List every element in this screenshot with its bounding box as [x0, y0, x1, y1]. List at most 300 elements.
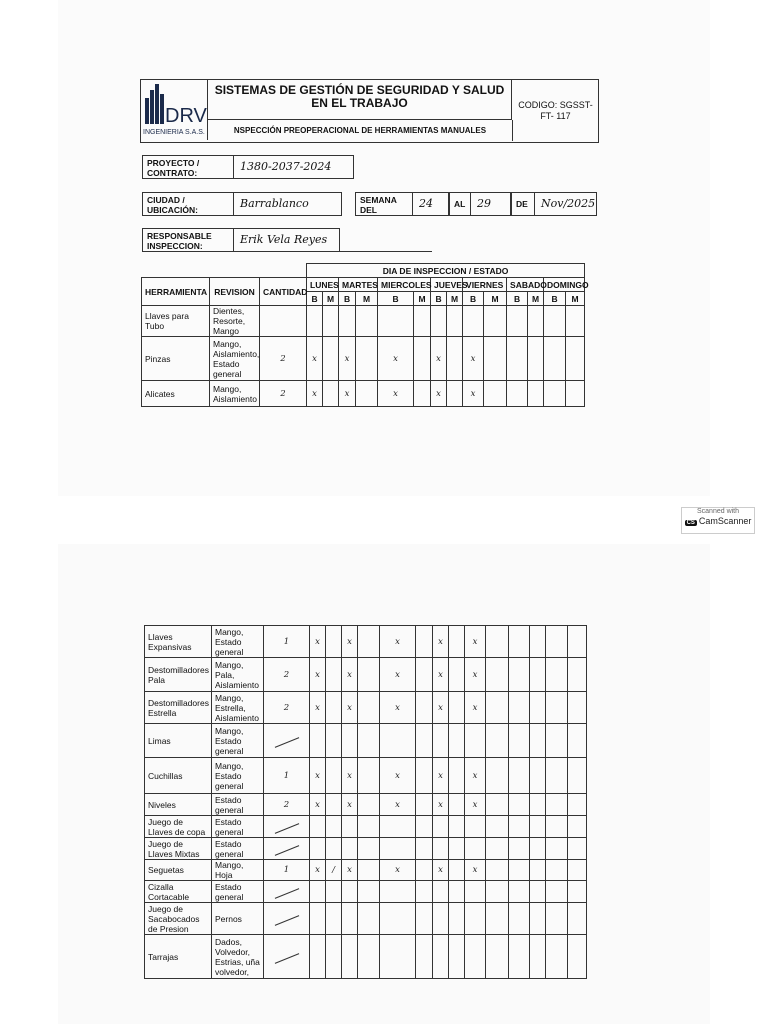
status-mark-cell: [326, 903, 342, 935]
status-mark-cell: [544, 381, 566, 407]
quantity-value: 2: [260, 381, 307, 407]
col-revision-header: REVISION: [210, 278, 260, 306]
status-mark-cell: [310, 935, 326, 979]
status-mark-cell: [530, 860, 546, 881]
status-mark-cell: [416, 816, 433, 838]
table-row: [145, 935, 609, 979]
quantity-value: 1: [264, 860, 310, 881]
status-mark-cell: x: [310, 626, 326, 658]
status-mark-cell: [507, 337, 528, 381]
al-label: AL: [449, 192, 471, 216]
status-mark-cell: [568, 692, 587, 724]
tool-name: Llaves Expansivas: [145, 626, 212, 658]
status-mark-cell: [546, 724, 568, 758]
responsible-underline: [340, 251, 432, 252]
col-b-header: B: [463, 292, 484, 306]
status-mark-cell: [449, 838, 465, 860]
status-mark-cell: [507, 381, 528, 407]
status-mark-cell: x: [380, 692, 416, 724]
revision-items: Estado general: [212, 881, 264, 903]
col-b-header: B: [507, 292, 528, 306]
form-code: CODIGO: SGSST-FT- 117: [518, 100, 593, 121]
revision-items: Estado general: [212, 838, 264, 860]
status-mark-cell: [358, 860, 380, 881]
status-mark-cell: [326, 935, 342, 979]
status-mark-cell: [568, 794, 587, 816]
status-mark-cell: [342, 903, 358, 935]
status-mark-cell: [509, 838, 530, 860]
status-mark-cell: [568, 860, 587, 881]
status-mark-cell: [568, 903, 587, 935]
status-mark-cell: [486, 658, 509, 692]
status-mark-cell: [509, 860, 530, 881]
tool-name: Limas: [145, 724, 212, 758]
status-mark-cell: [507, 306, 528, 337]
status-mark-cell: [433, 903, 449, 935]
quantity-value: 2: [264, 658, 310, 692]
table-row: [145, 658, 609, 692]
status-mark-cell: [530, 794, 546, 816]
status-mark-cell: [310, 881, 326, 903]
status-mark-cell: [544, 337, 566, 381]
status-mark-cell: [546, 658, 568, 692]
status-mark-cell: [342, 881, 358, 903]
status-mark-cell: [380, 881, 416, 903]
status-mark-cell: x: [342, 758, 358, 794]
status-mark-cell: [509, 794, 530, 816]
quantity-value: [264, 724, 310, 758]
col-m-header: M: [323, 292, 339, 306]
status-mark-cell: [358, 838, 380, 860]
day-header-martes: MARTES: [339, 278, 378, 292]
status-mark-cell: [414, 381, 431, 407]
status-mark-cell: [546, 626, 568, 658]
status-mark-cell: x: [463, 381, 484, 407]
col-m-header: M: [414, 292, 431, 306]
status-mark-cell: [310, 724, 326, 758]
form-title: SISTEMAS DE GESTIÓN DE SEGURIDAD Y SALUD EN EL TRABAJO: [208, 80, 512, 120]
status-mark-cell: [416, 881, 433, 903]
status-mark-cell: [486, 903, 509, 935]
logo-subtext: INGENIERIA S.A.S.: [143, 129, 205, 136]
status-mark-cell: [416, 935, 433, 979]
status-mark-cell: x: [380, 658, 416, 692]
dash-mark: [274, 915, 298, 926]
status-mark-cell: [356, 381, 378, 407]
status-mark-cell: x: [310, 860, 326, 881]
revision-items: Mango, Estrella, Aislamiento: [212, 692, 264, 724]
status-mark-cell: [416, 903, 433, 935]
table-row: [145, 881, 609, 903]
status-mark-cell: [509, 724, 530, 758]
day-header-viernes: VIERNES: [463, 278, 507, 292]
status-mark-cell: [566, 306, 585, 337]
status-mark-cell: x: [342, 658, 358, 692]
responsible-value: Erik Vela Reyes: [234, 228, 340, 252]
col-tool-header: HERRAMIENTA: [142, 278, 210, 306]
status-mark-cell: [342, 816, 358, 838]
status-mark-cell: [465, 903, 486, 935]
status-mark-cell: [484, 337, 507, 381]
status-mark-cell: [544, 306, 566, 337]
status-mark-cell: [380, 903, 416, 935]
status-mark-cell: [465, 838, 486, 860]
status-mark-cell: [378, 306, 414, 337]
status-mark-cell: [358, 816, 380, 838]
logo-text: DRV: [165, 105, 207, 127]
status-mark-cell: [449, 692, 465, 724]
status-mark-cell: [356, 306, 378, 337]
status-mark-cell: [416, 794, 433, 816]
status-mark-cell: [528, 306, 544, 337]
status-mark-cell: [342, 838, 358, 860]
dash-mark: [274, 953, 298, 964]
status-mark-cell: [486, 692, 509, 724]
status-mark-cell: [326, 881, 342, 903]
status-mark-cell: x: [463, 337, 484, 381]
status-mark-cell: x: [431, 381, 447, 407]
revision-items: Mango, Estado general: [212, 724, 264, 758]
status-mark-cell: x: [465, 794, 486, 816]
dash-mark: [274, 823, 298, 834]
status-mark-cell: [509, 903, 530, 935]
status-mark-cell: [358, 692, 380, 724]
status-mark-cell: [568, 724, 587, 758]
status-mark-cell: [326, 626, 342, 658]
status-mark-cell: [326, 838, 342, 860]
status-mark-cell: [416, 758, 433, 794]
status-mark-cell: [465, 816, 486, 838]
responsible-label: RESPONSABLE INSPECCION:: [142, 228, 234, 252]
status-mark-cell: [416, 658, 433, 692]
tool-name: Juego de Llaves Mixtas: [145, 838, 212, 860]
tool-name: Seguetas: [145, 860, 212, 881]
status-mark-cell: x: [433, 794, 449, 816]
tool-name: Pinzas: [142, 337, 210, 381]
quantity-value: [264, 903, 310, 935]
status-mark-cell: x: [433, 758, 449, 794]
status-mark-cell: [486, 724, 509, 758]
status-mark-cell: x: [465, 860, 486, 881]
status-mark-cell: [447, 306, 463, 337]
status-mark-cell: [380, 816, 416, 838]
revision-items: Estado general: [212, 816, 264, 838]
day-header-miercoles: MIERCOLES: [378, 278, 431, 292]
day-header-lunes: LUNES: [307, 278, 339, 292]
company-logo: [141, 80, 208, 140]
quantity-value: [264, 838, 310, 860]
city-label: CIUDAD / UBICACIÓN:: [142, 192, 234, 216]
quantity-value: [264, 935, 310, 979]
status-mark-cell: [465, 935, 486, 979]
status-mark-cell: [326, 658, 342, 692]
status-mark-cell: [310, 816, 326, 838]
status-mark-cell: [546, 816, 568, 838]
status-mark-cell: [358, 935, 380, 979]
status-mark-cell: [463, 306, 484, 337]
status-mark-cell: [433, 838, 449, 860]
status-mark-cell: [449, 626, 465, 658]
table-row: [142, 306, 608, 337]
week-label: SEMANA DEL: [355, 192, 413, 216]
status-mark-cell: [326, 758, 342, 794]
dash-mark: [274, 888, 298, 899]
table-row: [145, 838, 609, 860]
status-mark-cell: [530, 935, 546, 979]
status-mark-cell: x: [465, 658, 486, 692]
status-mark-cell: [568, 758, 587, 794]
status-mark-cell: [465, 724, 486, 758]
quantity-value: [264, 881, 310, 903]
status-mark-cell: x: [465, 692, 486, 724]
status-mark-cell: [356, 337, 378, 381]
status-mark-cell: [546, 860, 568, 881]
col-qty-header: CANTIDAD: [260, 278, 307, 306]
table-row: [145, 626, 609, 658]
status-mark-cell: x: [339, 337, 356, 381]
camscanner-brand: CamScanner: [698, 516, 752, 526]
status-mark-cell: [449, 903, 465, 935]
col-m-header: M: [447, 292, 463, 306]
status-mark-cell: [358, 724, 380, 758]
project-value: 1380-2037-2024: [234, 155, 354, 179]
status-mark-cell: [449, 724, 465, 758]
revision-items: Mango, Hoja: [212, 860, 264, 881]
status-mark-cell: [326, 816, 342, 838]
status-mark-cell: [323, 381, 339, 407]
table-row: [145, 692, 609, 724]
table-row: [145, 758, 609, 794]
status-mark-cell: x: [431, 337, 447, 381]
status-mark-cell: x: [380, 794, 416, 816]
status-mark-cell: [358, 903, 380, 935]
status-mark-cell: [342, 935, 358, 979]
status-mark-cell: [486, 860, 509, 881]
status-mark-cell: [568, 626, 587, 658]
status-mark-cell: [339, 306, 356, 337]
col-b-header: B: [339, 292, 356, 306]
status-mark-cell: [484, 306, 507, 337]
table-row: [145, 903, 609, 935]
status-mark-cell: [310, 838, 326, 860]
inspection-table-page2: [144, 625, 609, 979]
status-mark-cell: [509, 658, 530, 692]
status-mark-cell: [528, 337, 544, 381]
status-mark-cell: [509, 816, 530, 838]
status-mark-cell: x: [433, 658, 449, 692]
status-mark-cell: [342, 724, 358, 758]
status-mark-cell: [568, 816, 587, 838]
status-mark-cell: x: [307, 381, 323, 407]
status-mark-cell: [486, 935, 509, 979]
status-mark-cell: [358, 794, 380, 816]
status-mark-cell: x: [465, 626, 486, 658]
tool-name: Cizalla Cortacable: [145, 881, 212, 903]
status-mark-cell: [307, 306, 323, 337]
form-subtitle: NSPECCIÓN PREOPERACIONAL DE HERRAMIENTAS MANUALES: [208, 120, 513, 141]
status-mark-cell: [326, 692, 342, 724]
revision-items: Pernos: [212, 903, 264, 935]
camscanner-badge: [681, 507, 755, 534]
status-mark-cell: [486, 758, 509, 794]
status-mark-cell: [416, 838, 433, 860]
revision-items: Dientes, Resorte, Mango: [210, 306, 260, 337]
status-mark-cell: [358, 658, 380, 692]
quantity-value: 1: [264, 758, 310, 794]
status-mark-cell: [449, 758, 465, 794]
status-mark-cell: [433, 935, 449, 979]
day-header-sabado: SABADO: [507, 278, 544, 292]
status-mark-cell: [486, 838, 509, 860]
status-mark-cell: [546, 794, 568, 816]
status-mark-cell: [509, 626, 530, 658]
status-mark-cell: [310, 903, 326, 935]
status-mark-cell: [484, 381, 507, 407]
tool-name: Niveles: [145, 794, 212, 816]
status-mark-cell: x: [339, 381, 356, 407]
table-row: [145, 724, 609, 758]
status-mark-cell: [566, 381, 585, 407]
status-mark-cell: [358, 758, 380, 794]
status-mark-cell: [323, 337, 339, 381]
revision-items: Mango, Aislamiento, Estado general: [210, 337, 260, 381]
status-mark-cell: [546, 838, 568, 860]
quantity-value: 2: [264, 794, 310, 816]
col-b-header: B: [544, 292, 566, 306]
status-mark-cell: x: [310, 658, 326, 692]
status-mark-cell: x: [307, 337, 323, 381]
status-mark-cell: [530, 816, 546, 838]
status-mark-cell: [568, 881, 587, 903]
table-row: [145, 860, 609, 881]
tool-name: Cuchillas: [145, 758, 212, 794]
revision-items: Mango, Estado general: [212, 626, 264, 658]
status-mark-cell: x: [380, 758, 416, 794]
status-mark-cell: [509, 692, 530, 724]
status-mark-cell: x: [342, 860, 358, 881]
status-mark-cell: x: [342, 626, 358, 658]
quantity-value: 2: [264, 692, 310, 724]
col-b-header: B: [307, 292, 323, 306]
col-m-header: M: [484, 292, 507, 306]
dash-mark: [274, 737, 298, 748]
inspection-table-page1: [141, 263, 608, 407]
week-from: 24: [413, 192, 449, 216]
status-mark-cell: x: [378, 381, 414, 407]
status-mark-cell: [530, 626, 546, 658]
city-value: Barrablanco: [234, 192, 342, 216]
revision-items: Mango, Aislamiento: [210, 381, 260, 407]
status-mark-cell: [530, 692, 546, 724]
day-header-jueves: JUEVES: [431, 278, 463, 292]
status-mark-cell: [414, 306, 431, 337]
status-mark-cell: [380, 724, 416, 758]
status-mark-cell: [416, 724, 433, 758]
status-mark-cell: [568, 838, 587, 860]
status-mark-cell: [546, 935, 568, 979]
col-m-header: M: [528, 292, 544, 306]
revision-items: Estado general: [212, 794, 264, 816]
tool-name: Llaves para Tubo: [142, 306, 210, 337]
table-row: [142, 381, 608, 407]
table-row: [145, 816, 609, 838]
quantity-value: [264, 816, 310, 838]
status-mark-cell: [530, 903, 546, 935]
status-mark-cell: [568, 935, 587, 979]
status-mark-cell: [433, 724, 449, 758]
status-mark-cell: [449, 794, 465, 816]
status-mark-cell: [416, 692, 433, 724]
day-header-domingo: DOMINGO: [544, 278, 585, 292]
status-mark-cell: [323, 306, 339, 337]
project-label: PROYECTO / CONTRATO:: [142, 155, 234, 179]
status-mark-cell: [530, 881, 546, 903]
status-mark-cell: x: [310, 794, 326, 816]
status-mark-cell: [530, 724, 546, 758]
status-mark-cell: [326, 794, 342, 816]
status-mark-cell: [326, 724, 342, 758]
status-mark-cell: x: [465, 758, 486, 794]
status-mark-cell: [566, 337, 585, 381]
status-mark-cell: [449, 935, 465, 979]
status-mark-cell: [546, 903, 568, 935]
status-mark-cell: [509, 881, 530, 903]
inspection-days-header: DIA DE INSPECCION / ESTADO: [307, 264, 585, 278]
status-mark-cell: [431, 306, 447, 337]
revision-items: Mango, Pala, Aislamiento: [212, 658, 264, 692]
tool-name: Tarrajas: [145, 935, 212, 979]
status-mark-cell: [449, 881, 465, 903]
status-mark-cell: x: [433, 626, 449, 658]
status-mark-cell: [433, 881, 449, 903]
status-mark-cell: x: [380, 860, 416, 881]
status-mark-cell: x: [310, 692, 326, 724]
month-value: Nov/2025: [535, 192, 597, 216]
status-mark-cell: x: [342, 692, 358, 724]
status-mark-cell: [416, 626, 433, 658]
status-mark-cell: x: [342, 794, 358, 816]
status-mark-cell: [546, 758, 568, 794]
tool-name: Juego de Llaves de copa: [145, 816, 212, 838]
status-mark-cell: [486, 816, 509, 838]
status-mark-cell: [509, 935, 530, 979]
status-mark-cell: [358, 626, 380, 658]
table-row: [142, 337, 608, 381]
camscanner-logo-icon: CS: [686, 520, 695, 526]
tool-name: Alicates: [142, 381, 210, 407]
status-mark-cell: [465, 881, 486, 903]
status-mark-cell: [358, 881, 380, 903]
dash-mark: [274, 845, 298, 856]
status-mark-cell: [530, 838, 546, 860]
quantity-value: 1: [264, 626, 310, 658]
quantity-value: 2: [260, 337, 307, 381]
revision-items: Mango, Estado general: [212, 758, 264, 794]
status-mark-cell: [546, 692, 568, 724]
status-mark-cell: [433, 816, 449, 838]
tool-name: Juego de Sacabocados de Presion: [145, 903, 212, 935]
form-header: [140, 79, 599, 143]
status-mark-cell: [449, 860, 465, 881]
status-mark-cell: [380, 838, 416, 860]
col-m-header: M: [356, 292, 378, 306]
status-mark-cell: [380, 935, 416, 979]
status-mark-cell: x: [433, 692, 449, 724]
status-mark-cell: [486, 794, 509, 816]
status-mark-cell: [546, 881, 568, 903]
status-mark-cell: [447, 381, 463, 407]
week-to: 29: [471, 192, 511, 216]
